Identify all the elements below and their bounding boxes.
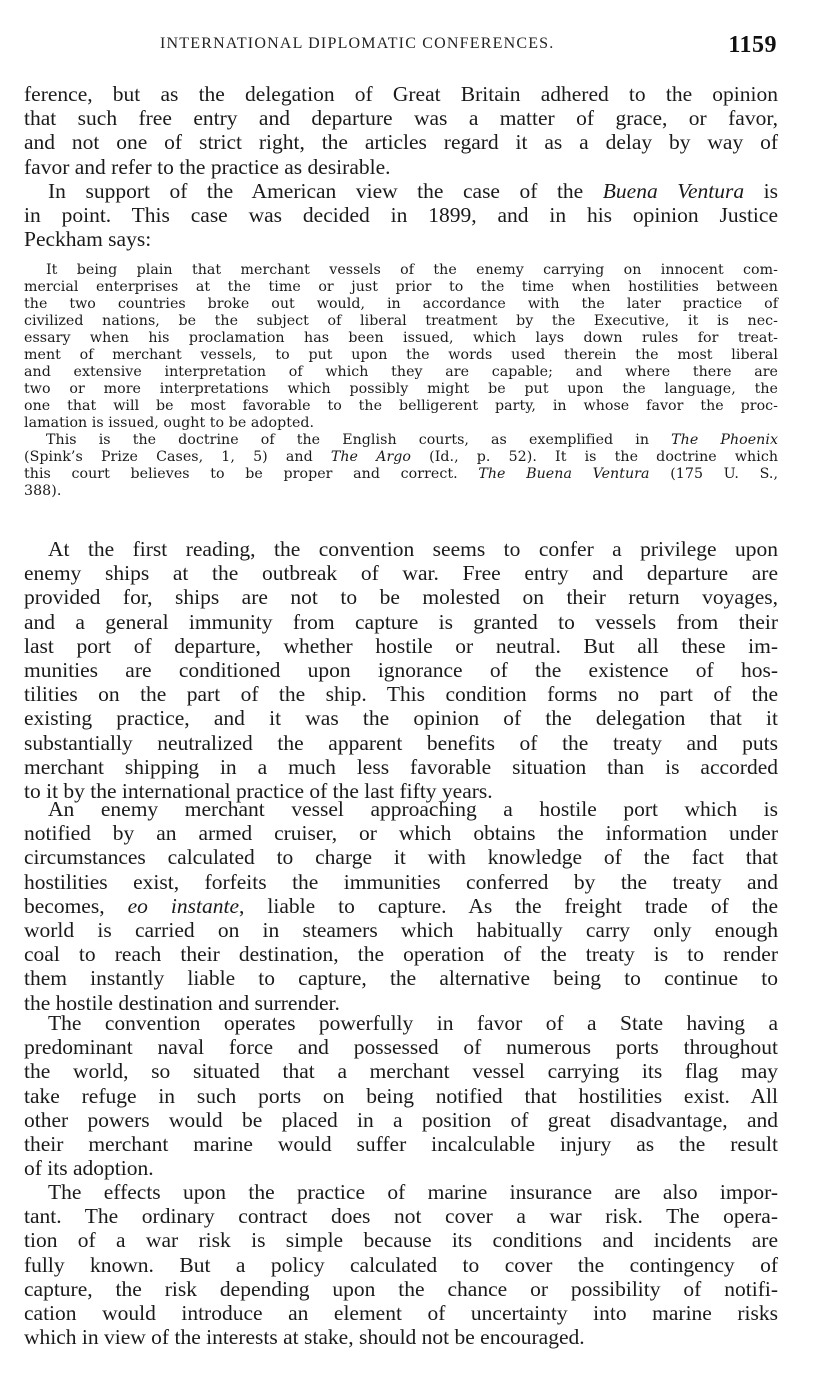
text-line: cation would introduce an element of uncertainty into marine risks	[24, 1301, 778, 1326]
paragraph-american-view	[24, 179, 778, 252]
quote-line	[24, 432, 778, 449]
text-line	[24, 179, 778, 203]
text-line: coal to reach their destination, the operation of the treaty is to render	[24, 942, 778, 967]
paragraph-enemy-vessel	[24, 797, 778, 1015]
text-run: (175 U. S.,	[649, 466, 778, 482]
page-number: 1159	[728, 32, 777, 58]
text-line: other powers would be placed in a position of great disadvantage, and	[24, 1107, 778, 1132]
text-run: is	[744, 179, 779, 203]
text-run: becomes,	[24, 893, 128, 918]
text-line: world is carried on in steamers which habitually carry only enough	[24, 918, 778, 943]
quote-line: one that will be most favorable to the belligerent party, in whose favor the proc-	[24, 398, 778, 414]
text-line: munities are conditioned upon ignorance of the existence of hos-	[24, 658, 778, 683]
text-line: in point. This case was decided in 1899, and in his opinion Justice	[24, 203, 778, 228]
text-run: (Spink’s Prize Cases, 1, 5) and	[24, 449, 331, 465]
text-line: capture, the risk depending upon the chance or possibility of notifi-	[24, 1276, 778, 1301]
text-line: and a general immunity from capture is granted to vessels from their	[24, 609, 778, 634]
text-line: provided for, ships are not to be molested on their return voyages,	[24, 585, 778, 610]
text-line: them instantly liable to capture, the alternative being to continue to	[24, 966, 778, 991]
quote-line: essary when his proclamation has been issued, which lays down rules for treat-	[24, 330, 778, 346]
text-line: enemy ships at the outbreak of war. Free entry and departure are	[24, 561, 778, 586]
text-line: circumstances calculated to charge it with knowledge of the fact that	[24, 845, 778, 870]
quote-line: and extensive interpretation of which they are capable; and where there are	[24, 364, 778, 380]
quote-line: It being plain that merchant vessels of the enemy carrying on innocent com-	[46, 262, 778, 278]
text-line: to it by the international practice of the last fifty years.	[24, 779, 493, 804]
text-line: take refuge in such ports on being notified that hostilities exist. All	[24, 1083, 778, 1108]
text-line: of its adoption.	[24, 1156, 154, 1181]
text-run: this court believes to be proper and correct.	[24, 466, 479, 482]
quote-line: the two countries broke out would, in accordance with the later practice of	[24, 296, 778, 312]
text-line: ference, but as the delegation of Great Britain adhered to the opinion	[24, 82, 778, 106]
text-run: , liable to capture. As the freight trade of the	[239, 893, 779, 918]
text-run: In support of the American view the case of the	[48, 179, 603, 203]
text-line: hostilities exist, forfeits the immunities conferred by the treaty and	[24, 869, 778, 894]
paragraph-naval-force	[24, 1011, 778, 1180]
text-line: the world, so situated that a merchant vessel carrying its flag may	[24, 1059, 778, 1084]
latin-phrase: eo instante	[127, 893, 239, 918]
text-line: existing practice, and it was the opinion of the delegation that it	[24, 706, 778, 731]
text-line: The effects upon the practice of marine insurance are also impor-	[48, 1180, 778, 1204]
quote-line: two or more interpretations which possibly might be put upon the language, the	[24, 381, 778, 397]
text-line: the hostile destination and surrender.	[24, 990, 340, 1015]
paragraph-continued	[24, 82, 778, 179]
text-line: favor and refer to the practice as desirable.	[24, 154, 391, 179]
paragraph-marine-insurance	[24, 1180, 778, 1349]
quote-line	[24, 449, 778, 466]
text-line: merchant shipping in a much less favorable situation than is accorded	[24, 754, 778, 779]
quote-line	[24, 466, 778, 483]
text-line: substantially neutralized the apparent benefits of the treaty and puts	[24, 730, 778, 755]
text-line: their merchant marine would suffer incalculable injury as the result	[24, 1132, 778, 1157]
text-line: An enemy merchant vessel approaching a hostile port which is	[48, 797, 778, 821]
quote-line: civilized nations, be the subject of liberal treatment by the Executive, it is nec-	[24, 313, 778, 329]
text-line: predominant naval force and possessed of numerous ports throughout	[24, 1035, 778, 1060]
text-line: notified by an armed cruiser, or which obtains the information under	[24, 821, 778, 846]
text-line	[24, 894, 778, 918]
running-header	[160, 32, 777, 58]
text-line: tion of a war risk is simple because its conditions and incidents are	[24, 1228, 778, 1253]
case-name: The Buena Ventura	[478, 466, 650, 482]
text-line: Peckham says:	[24, 227, 152, 252]
case-name: Buena Ventura	[602, 179, 745, 203]
quote-line: mercial enterprises at the time or just prior to the time when hostilities between	[24, 279, 778, 295]
paragraph-first-reading	[24, 537, 778, 803]
case-name: The Argo	[330, 449, 411, 465]
text-line: At the first reading, the convention seems to confer a privilege upon	[48, 537, 778, 561]
text-line: tilities on the part of the ship. This condition forms no part of the	[24, 682, 778, 707]
text-line: that such free entry and departure was a matter of grace, or favor,	[24, 106, 778, 131]
text-run: This is the doctrine of the English courts, as exemplified in	[46, 432, 672, 448]
text-line: fully known. But a policy calculated to cover the contingency of	[24, 1252, 778, 1277]
text-line: last port of departure, whether hostile or neutral. But all these im-	[24, 633, 778, 658]
quote-line: ment of merchant vessels, to put upon the words used therein the most liberal	[24, 347, 778, 363]
text-line: The convention operates powerfully in favor of a State having a	[48, 1011, 778, 1035]
running-title: INTERNATIONAL DIPLOMATIC CONFERENCES.	[160, 35, 555, 52]
text-run: (Id., p. 52). It is the doctrine which	[411, 449, 779, 465]
block-quote	[24, 262, 778, 500]
quote-line: 388).	[24, 483, 62, 499]
quote-line: lamation is issued, ought to be adopted.	[24, 415, 315, 431]
text-line: tant. The ordinary contract does not cover a war risk. The opera-	[24, 1204, 778, 1229]
case-name: The Phoenix	[671, 432, 778, 448]
text-line: which in view of the interests at stake, should not be encouraged.	[24, 1325, 585, 1350]
text-line: and not one of strict right, the articles regard it as a delay by way of	[24, 130, 778, 155]
